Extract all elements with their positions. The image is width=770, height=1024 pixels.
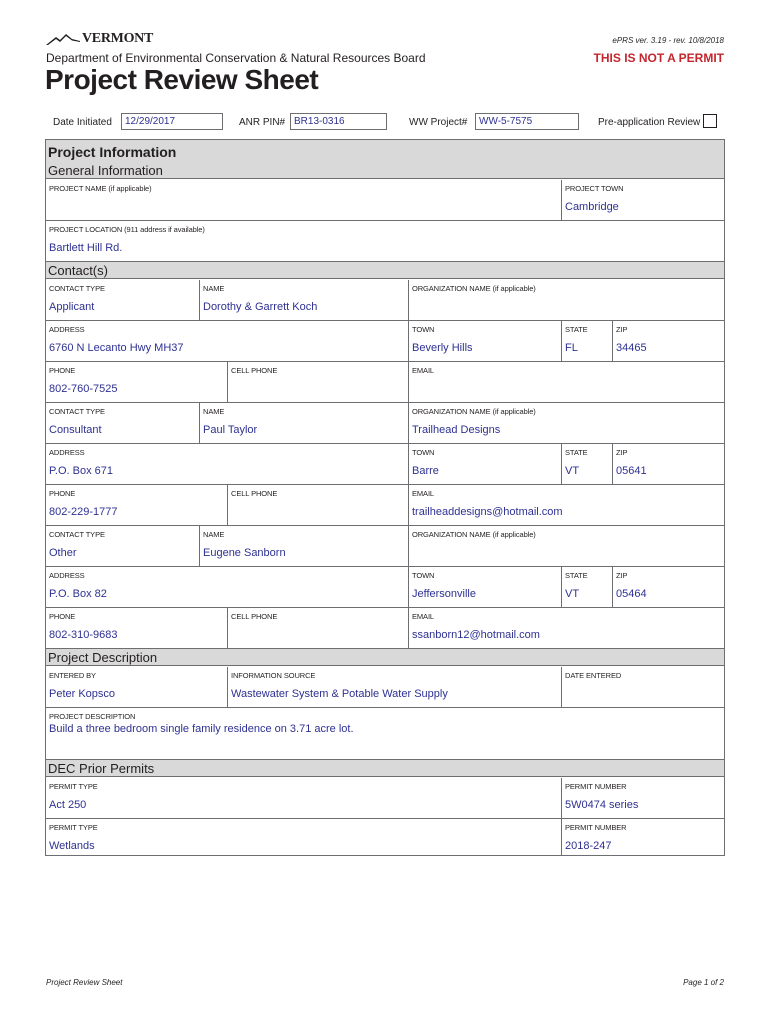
contact-name-cell[interactable]: [199, 280, 408, 320]
contacts-heading: Contact(s): [46, 262, 724, 279]
contact-type-label: CONTACT TYPE: [49, 407, 105, 416]
organization-label: ORGANIZATION NAME (if applicable): [412, 407, 536, 416]
project-information-section: [45, 139, 725, 856]
information-source-label: INFORMATION SOURCE: [231, 671, 316, 680]
permit-type-label: PERMIT TYPE: [49, 782, 98, 791]
anr-pin-field[interactable]: BR13-0316: [290, 113, 387, 130]
footer-title: Project Review Sheet: [46, 978, 123, 987]
address-cell[interactable]: [46, 444, 408, 484]
date-initiated-label: Date Initiated: [53, 117, 112, 128]
contact-1-row-2: [46, 321, 724, 362]
anr-pin-label: ANR PIN#: [239, 117, 286, 128]
state-label: STATE: [565, 325, 588, 334]
address-label: ADDRESS: [49, 571, 85, 580]
permit-number-label: PERMIT NUMBER: [565, 823, 627, 832]
contact-name-label: NAME: [203, 530, 225, 539]
contact-type-cell[interactable]: [46, 403, 199, 443]
state-cell[interactable]: [561, 567, 612, 607]
zip-label: ZIP: [616, 325, 628, 334]
phone-cell[interactable]: [46, 608, 227, 648]
project-description-label: PROJECT DESCRIPTION: [49, 712, 136, 721]
permit-number-cell[interactable]: [561, 778, 724, 818]
project-description-value: Build a three bedroom single family residence on 3.71 acre lot.: [49, 723, 354, 735]
entered-by-label: ENTERED BY: [49, 671, 96, 680]
contact-1-row-1: [46, 280, 724, 321]
phone-cell[interactable]: [46, 485, 227, 525]
town-value: Barre: [412, 465, 439, 477]
permit-type-value: Wetlands: [49, 840, 95, 852]
town-cell[interactable]: [408, 567, 561, 607]
project-name-cell[interactable]: [46, 180, 561, 220]
project-town-value: Cambridge: [565, 201, 619, 213]
address-value: P.O. Box 671: [49, 465, 114, 477]
description-row-2: [46, 708, 724, 760]
address-label: ADDRESS: [49, 325, 85, 334]
permit-number-value: 2018-247: [565, 840, 612, 852]
contact-1-row-3: [46, 362, 724, 403]
cell-phone-cell[interactable]: [227, 485, 408, 525]
address-value: P.O. Box 82: [49, 588, 107, 600]
email-label: EMAIL: [412, 366, 435, 375]
email-cell[interactable]: [408, 485, 724, 525]
town-label: TOWN: [412, 571, 435, 580]
vermont-logo: [46, 30, 153, 46]
project-description-heading: Project Description: [46, 649, 724, 666]
phone-label: PHONE: [49, 612, 76, 621]
contact-type-label: CONTACT TYPE: [49, 284, 105, 293]
town-value: Jeffersonville: [412, 588, 476, 600]
phone-value: 802-310-9683: [49, 629, 118, 641]
cell-phone-label: CELL PHONE: [231, 489, 278, 498]
address-cell[interactable]: [46, 321, 408, 361]
address-label: ADDRESS: [49, 448, 85, 457]
zip-cell[interactable]: [612, 321, 724, 361]
email-label: EMAIL: [412, 612, 435, 621]
phone-value: 802-760-7525: [49, 383, 118, 395]
ww-project-field[interactable]: WW-5-7575: [475, 113, 579, 130]
contact-2-row-2: [46, 444, 724, 485]
zip-label: ZIP: [616, 571, 628, 580]
state-value: VT: [565, 588, 580, 600]
organization-cell[interactable]: [408, 526, 724, 566]
contact-name-value: Dorothy & Garrett Koch: [203, 301, 318, 313]
pre-application-checkbox[interactable]: [703, 114, 717, 128]
permit-number-label: PERMIT NUMBER: [565, 782, 627, 791]
contact-type-value: Consultant: [49, 424, 102, 436]
project-location-label: PROJECT LOCATION (911 address if available): [49, 225, 205, 234]
date-entered-cell[interactable]: [561, 667, 724, 707]
zip-cell[interactable]: [612, 444, 724, 484]
permit-type-value: Act 250: [49, 799, 87, 811]
contact-name-cell[interactable]: [199, 526, 408, 566]
permit-row: [46, 778, 724, 819]
permit-type-cell[interactable]: [46, 819, 561, 855]
contact-type-cell[interactable]: [46, 526, 199, 566]
permit-number-value: 5W0474 series: [565, 799, 639, 811]
contact-name-value: Eugene Sanborn: [203, 547, 286, 559]
general-row-1: [46, 180, 724, 221]
address-value: 6760 N Lecanto Hwy MH37: [49, 342, 184, 354]
project-location-cell[interactable]: [46, 221, 724, 261]
logo-text: VERMONT: [82, 31, 154, 46]
ww-project-label: WW Project#: [409, 117, 468, 128]
entered-by-value: Peter Kopsco: [49, 688, 116, 700]
permit-type-label: PERMIT TYPE: [49, 823, 98, 832]
phone-cell[interactable]: [46, 362, 227, 402]
town-cell[interactable]: [408, 321, 561, 361]
information-source-value: Wastewater System & Potable Water Supply: [231, 688, 448, 700]
town-cell[interactable]: [408, 444, 561, 484]
department-name: Department of Environmental Conservation & Natural Resources Board: [46, 51, 426, 65]
information-source-cell[interactable]: [227, 667, 561, 707]
pre-application-label: Pre-application Review: [598, 117, 701, 128]
contact-2-row-1: [46, 403, 724, 444]
contact-name-cell[interactable]: [199, 403, 408, 443]
permit-row: [46, 819, 724, 855]
town-label: TOWN: [412, 448, 435, 457]
organization-label: ORGANIZATION NAME (if applicable): [412, 284, 536, 293]
date-initiated-field[interactable]: 12/29/2017: [121, 113, 223, 130]
email-value: ssanborn12@hotmail.com: [412, 629, 540, 641]
version-text: ePRS ver. 3.19 - rev. 10/8/2018: [612, 36, 724, 45]
section-heading: Project Information: [46, 140, 724, 162]
permit-number-cell[interactable]: [561, 819, 724, 855]
general-row-2: [46, 221, 724, 262]
state-value: FL: [565, 342, 578, 354]
general-information-heading: General Information: [46, 162, 724, 179]
email-value: trailheaddesigns@hotmail.com: [412, 506, 563, 518]
email-cell[interactable]: [408, 362, 724, 402]
state-value: VT: [565, 465, 580, 477]
phone-label: PHONE: [49, 489, 76, 498]
state-label: STATE: [565, 448, 588, 457]
date-entered-label: DATE ENTERED: [565, 671, 622, 680]
phone-label: PHONE: [49, 366, 76, 375]
contact-2-row-3: [46, 485, 724, 526]
state-cell[interactable]: [561, 321, 612, 361]
entered-by-cell[interactable]: [46, 667, 227, 707]
zip-value: 34465: [616, 342, 647, 354]
contact-type-cell[interactable]: [46, 280, 199, 320]
contact-3-row-1: [46, 526, 724, 567]
organization-value: Trailhead Designs: [412, 424, 501, 436]
mountain-logo-icon: [46, 32, 80, 46]
page-number: Page 1 of 2: [683, 978, 724, 987]
zip-label: ZIP: [616, 448, 628, 457]
contact-type-value: Other: [49, 547, 77, 559]
prior-permits-heading: DEC Prior Permits: [46, 760, 724, 777]
contact-3-row-3: [46, 608, 724, 649]
project-name-label: PROJECT NAME (if applicable): [49, 184, 152, 193]
permit-type-cell[interactable]: [46, 778, 561, 818]
not-permit-notice: THIS IS NOT A PERMIT: [593, 51, 724, 65]
email-cell[interactable]: [408, 608, 724, 648]
project-town-label: PROJECT TOWN: [565, 184, 624, 193]
address-cell[interactable]: [46, 567, 408, 607]
project-description-cell[interactable]: [46, 708, 724, 759]
contact-name-label: NAME: [203, 284, 225, 293]
project-location-value: Bartlett Hill Rd.: [49, 242, 123, 254]
contact-3-row-2: [46, 567, 724, 608]
page-title: Project Review Sheet: [45, 64, 319, 95]
organization-label: ORGANIZATION NAME (if applicable): [412, 530, 536, 539]
email-label: EMAIL: [412, 489, 435, 498]
state-label: STATE: [565, 571, 588, 580]
cell-phone-cell[interactable]: [227, 608, 408, 648]
organization-cell[interactable]: [408, 280, 724, 320]
zip-cell[interactable]: [612, 567, 724, 607]
description-row-1: [46, 667, 724, 708]
phone-value: 802-229-1777: [49, 506, 118, 518]
zip-value: 05464: [616, 588, 647, 600]
state-cell[interactable]: [561, 444, 612, 484]
cell-phone-label: CELL PHONE: [231, 366, 278, 375]
contact-type-label: CONTACT TYPE: [49, 530, 105, 539]
town-value: Beverly Hills: [412, 342, 473, 354]
contact-name-value: Paul Taylor: [203, 424, 258, 436]
cell-phone-cell[interactable]: [227, 362, 408, 402]
project-town-cell[interactable]: [561, 180, 724, 220]
zip-value: 05641: [616, 465, 647, 477]
organization-cell[interactable]: [408, 403, 724, 443]
cell-phone-label: CELL PHONE: [231, 612, 278, 621]
contact-name-label: NAME: [203, 407, 225, 416]
contact-type-value: Applicant: [49, 301, 95, 313]
town-label: TOWN: [412, 325, 435, 334]
